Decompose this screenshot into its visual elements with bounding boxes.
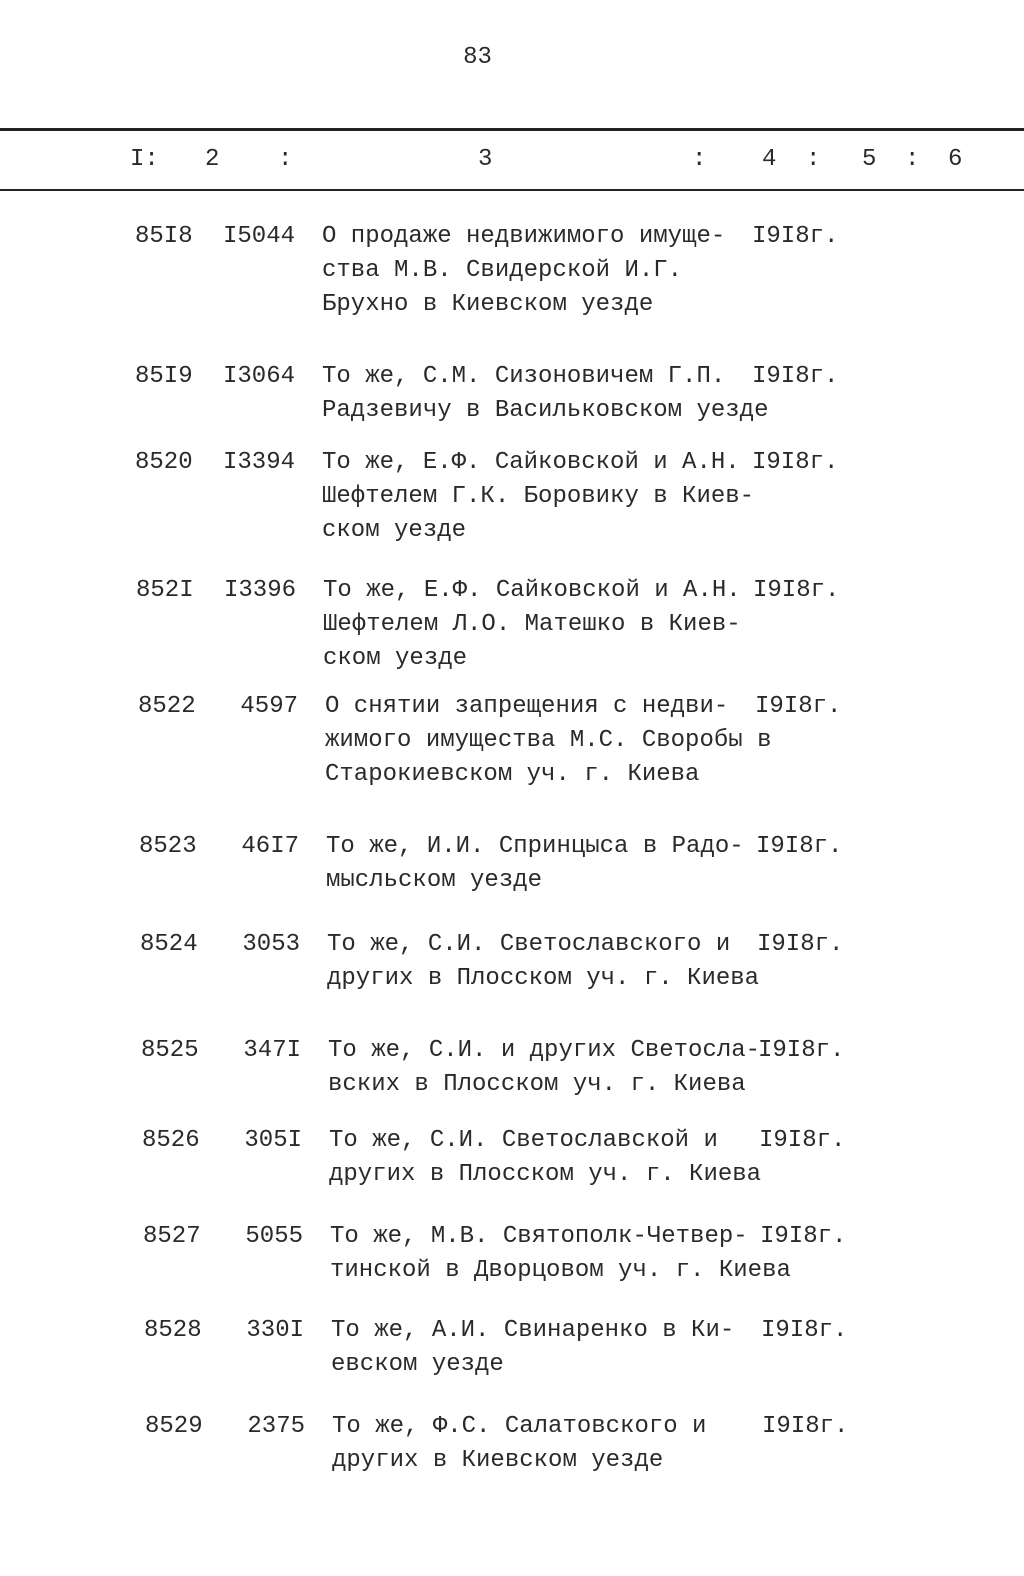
year: I9I8г. [753, 577, 840, 604]
description-line: Шефтелем Л.О. Матешко в Киев- [323, 611, 741, 638]
header-col5: 5 [862, 146, 877, 173]
description-line: тинской в Дворцовом уч. г. Киева [330, 1257, 791, 1284]
description-line: мысльском уезде [326, 867, 543, 894]
year: I9I8г. [752, 363, 839, 390]
description-line: других в Плосском уч. г. Киева [327, 965, 760, 992]
description-line: Старокиевском уч. г. Киева [325, 761, 700, 788]
item-number: 8525 [141, 1037, 199, 1064]
description-line: То же, Е.Ф. Сайковской и А.Н. [322, 449, 740, 476]
file-number: 46I7 [241, 833, 299, 860]
item-number: 8520 [135, 449, 193, 476]
item-number: 8527 [143, 1223, 201, 1250]
header-col6: 6 [948, 146, 963, 173]
description-line: Шефтелем Г.К. Боровику в Киев- [322, 483, 755, 510]
year: I9I8г. [760, 1223, 847, 1250]
description [327, 928, 759, 996]
description-line: Радзевичу в Васильковском уезде [322, 397, 769, 424]
description-line: То же, И.И. Спринцыса в Радо- [326, 833, 744, 860]
description-line: То же, Ф.С. Салатовского и [332, 1413, 707, 1440]
item-number: 85I8 [135, 223, 193, 250]
year: I9I8г. [761, 1317, 848, 1344]
description [325, 690, 771, 792]
description [322, 446, 754, 548]
description-line: То же, М.В. Святополк-Четвер- [330, 1223, 748, 1250]
description-line: То же, С.И. и других Светосла- [328, 1037, 761, 1064]
description-line: О продаже недвижимого имуще- [322, 223, 726, 250]
item-number: 8523 [139, 833, 197, 860]
description-line: вских в Плосском уч. г. Киева [328, 1071, 746, 1098]
item-number: 852I [136, 577, 194, 604]
header-sep: : [278, 146, 293, 173]
description-line: ском уезде [322, 517, 467, 544]
year: I9I8г. [752, 223, 839, 250]
file-number: 347I [243, 1037, 301, 1064]
year: I9I8г. [759, 1127, 846, 1154]
item-number: 8526 [142, 1127, 200, 1154]
description-line: других в Киевском уезде [332, 1447, 664, 1474]
item-number: 8528 [144, 1317, 202, 1344]
table-header-rule [0, 189, 1024, 191]
page-number: 83 [463, 44, 492, 71]
file-number: 5055 [245, 1223, 303, 1250]
header-col2: 2 [205, 146, 220, 173]
file-number: 3053 [242, 931, 300, 958]
file-number: I3064 [222, 363, 295, 390]
file-number: 330I [246, 1317, 304, 1344]
file-number: 2375 [247, 1413, 305, 1440]
year: I9I8г. [756, 833, 843, 860]
description [322, 220, 725, 322]
item-number: 8522 [138, 693, 196, 720]
description-line: ства М.В. Свидерской И.Г. [322, 257, 683, 284]
header-col4: 4 [762, 146, 777, 173]
description-line: То же, Е.Ф. Сайковской и А.Н. [323, 577, 741, 604]
description-line: То же, С.И. Светославской и [329, 1127, 718, 1154]
description [330, 1220, 791, 1288]
description [323, 574, 741, 676]
file-number: I3394 [222, 449, 295, 476]
description [328, 1034, 760, 1102]
file-number: I5044 [222, 223, 295, 250]
description [326, 830, 744, 898]
description-line: То же, А.И. Свинаренко в Ки- [331, 1317, 735, 1344]
year: I9I8г. [762, 1413, 849, 1440]
header-sep: : [905, 146, 920, 173]
year: I9I8г. [752, 449, 839, 476]
item-number: 8524 [140, 931, 198, 958]
header-sep: : [692, 146, 707, 173]
file-number: I3396 [223, 577, 296, 604]
description [332, 1410, 706, 1478]
description-line: ском уезде [323, 645, 468, 672]
description [329, 1124, 761, 1192]
description-line: То же, С.М. Сизоновичем Г.П. [322, 363, 726, 390]
file-number: 305I [244, 1127, 302, 1154]
description-line: евском уезде [331, 1351, 504, 1378]
header-col1: I: [130, 146, 159, 173]
header-col3: 3 [478, 146, 493, 173]
description [322, 360, 768, 428]
file-number: 4597 [240, 693, 298, 720]
year: I9I8г. [758, 1037, 845, 1064]
item-number: 8529 [145, 1413, 203, 1440]
description-line: То же, С.И. Светославского и [327, 931, 731, 958]
description-line: Брухно в Киевском уезде [322, 291, 654, 318]
description [331, 1314, 734, 1382]
item-number: 85I9 [135, 363, 193, 390]
year: I9I8г. [757, 931, 844, 958]
description-line: жимого имущества М.С. Своробы в [325, 727, 772, 754]
year: I9I8г. [755, 693, 842, 720]
description-line: О снятии запрещения с недви- [325, 693, 729, 720]
header-sep: : [806, 146, 821, 173]
description-line: других в Плосском уч. г. Киева [329, 1161, 762, 1188]
table-top-rule [0, 128, 1024, 131]
